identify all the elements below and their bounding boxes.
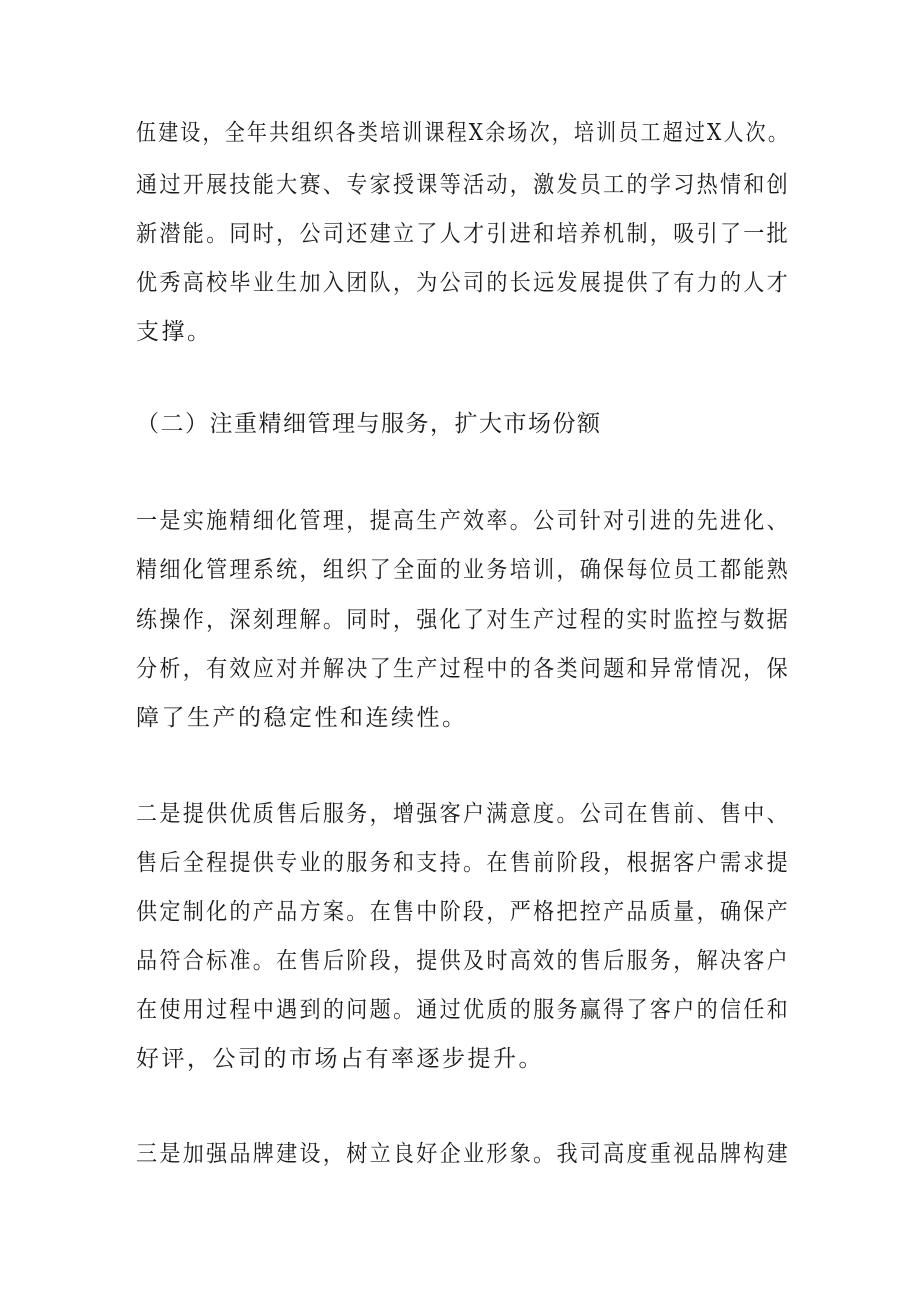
text-line: 伍建设，全年共组织各类培训课程X余场次，培训员工超过X人次。 [136, 120, 791, 146]
text-line: 新潜能。同时，公司还建立了人才引进和培养机制，吸引了一批 [136, 221, 791, 247]
text-line: 二是提供优质售后服务，增强客户满意度。公司在售前、售中、 [136, 801, 791, 827]
text-line: 品符合标准。在售后阶段，提供及时高效的售后服务，解决客户 [136, 948, 791, 974]
text-line: 三是加强品牌建设，树立良好企业形象。我司高度重视品牌构建 [136, 1141, 791, 1167]
text-line: 在使用过程中遇到的问题。通过优质的服务赢得了客户的信任和 [136, 997, 791, 1023]
text-line: 障了生产的稳定性和连续性。 [136, 705, 468, 731]
text-line: 通过开展技能大赛、专家授课等活动，激发员工的学习热情和创 [136, 172, 791, 198]
text-line: 分析，有效应对并解决了生产过程中的各类问题和异常情况，保 [136, 656, 791, 682]
text-line: 练操作，深刻理解。同时，强化了对生产过程的实时监控与数据 [136, 607, 791, 633]
text-line: 一是实施精细化管理，提高生产效率。公司针对引进的先进化、 [136, 508, 791, 534]
text-line: 优秀高校毕业生加入团队，为公司的长远发展提供了有力的人才 [136, 270, 791, 296]
text-line: 好评，公司的市场占有率逐步提升。 [136, 1046, 544, 1072]
section-heading: （二）注重精细管理与服务，扩大市场份额 [136, 411, 602, 437]
text-line: 支撑。 [136, 319, 213, 345]
text-line: 售后全程提供专业的服务和支持。在售前阶段，根据客户需求提 [136, 850, 791, 876]
text-line: 供定制化的产品方案。在售中阶段，严格把控产品质量，确保产 [136, 899, 791, 925]
text-line: 精细化管理系统，组织了全面的业务培训，确保每位员工都能熟 [136, 557, 791, 583]
